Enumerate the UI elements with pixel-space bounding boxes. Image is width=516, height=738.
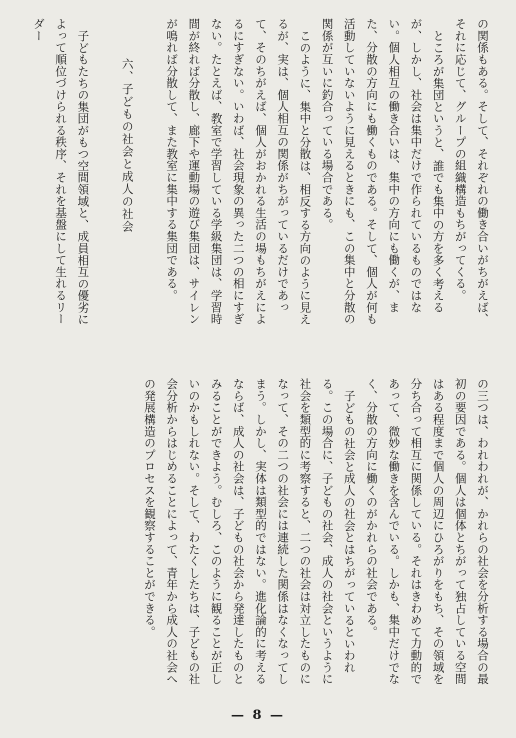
paragraph: の関係もある。そして、それぞれの働き合いがちがえば、それに応じて、グループの組織構造もちがってくる。	[453, 18, 490, 325]
paragraph: 子どもたちの集団がもつ空間領域と、成員相互の優劣によって順位づけられる秩序、それを基盤にして生れるリーダー	[31, 18, 91, 325]
lower-text-block	[22, 378, 494, 688]
paragraph: 子どもの社会と成人の社会とはちがっているといわれる。この場合に、子どもの社会、成人の社会というように社会を類型的に考察すると、二つの社会は対立したものになって、その二つの社会には連続した関係はなくなってしまう。しかし、実体は類型的ではない。進化論的に考えるならば、成人の社会は、子どもの社会から発達したものとみることができよう。むしろ、このように観ることが正しいのかもしれない。そして、わたくしたちは、子どもの社会分析からはじめることによって、青年から成人の社会への発展構造のプロセスを観察することができる。	[142, 378, 357, 685]
paragraph: の三つは、われわれが、かれらの社会を分析する場合の最初の要因である。個人は個体とちがって独占している空間はある程度まで個人の周辺にひろがりをもち、その領域を分ち合って相互に関係している。それはきわめて力動的であって、微妙な働きを含んでいる。しかも、集中だけでなく、分散の方向に働くのがかれらの社会である。	[364, 378, 490, 685]
paragraph: このように、集中と分散は、相反する方向のように見えるが、実は、個人相互の関係がちがっているだけであって、そのちがえば、個人がおかれる生活の場もちがえによるにすぎない。いわば、社会現象の異った二つの相にすぎない。たとえば、教室で学習している学級集団は、学習時間が終れば分散し、廊下や運動場の遊び集団は、サイレンが鳴れば分散して、また教室に集中する集団である。	[165, 18, 313, 325]
page-number: — 8 —	[230, 708, 286, 723]
paragraph: ところが集団というと、誰でも集中の方を多く考えるが、しかし、社会は集中だけで作られているものではない。個人相互の働き合いは、集中の方向にも働くが、また、分散の方向にも働くものである。そして、個人が何も活動していないように見えるときにも、この集中と分散の関係が互いに釣合っている場合である。	[320, 18, 446, 325]
upper-text-block	[22, 18, 494, 336]
section-heading: 六、子どもの社会と成人の社会	[120, 58, 135, 233]
